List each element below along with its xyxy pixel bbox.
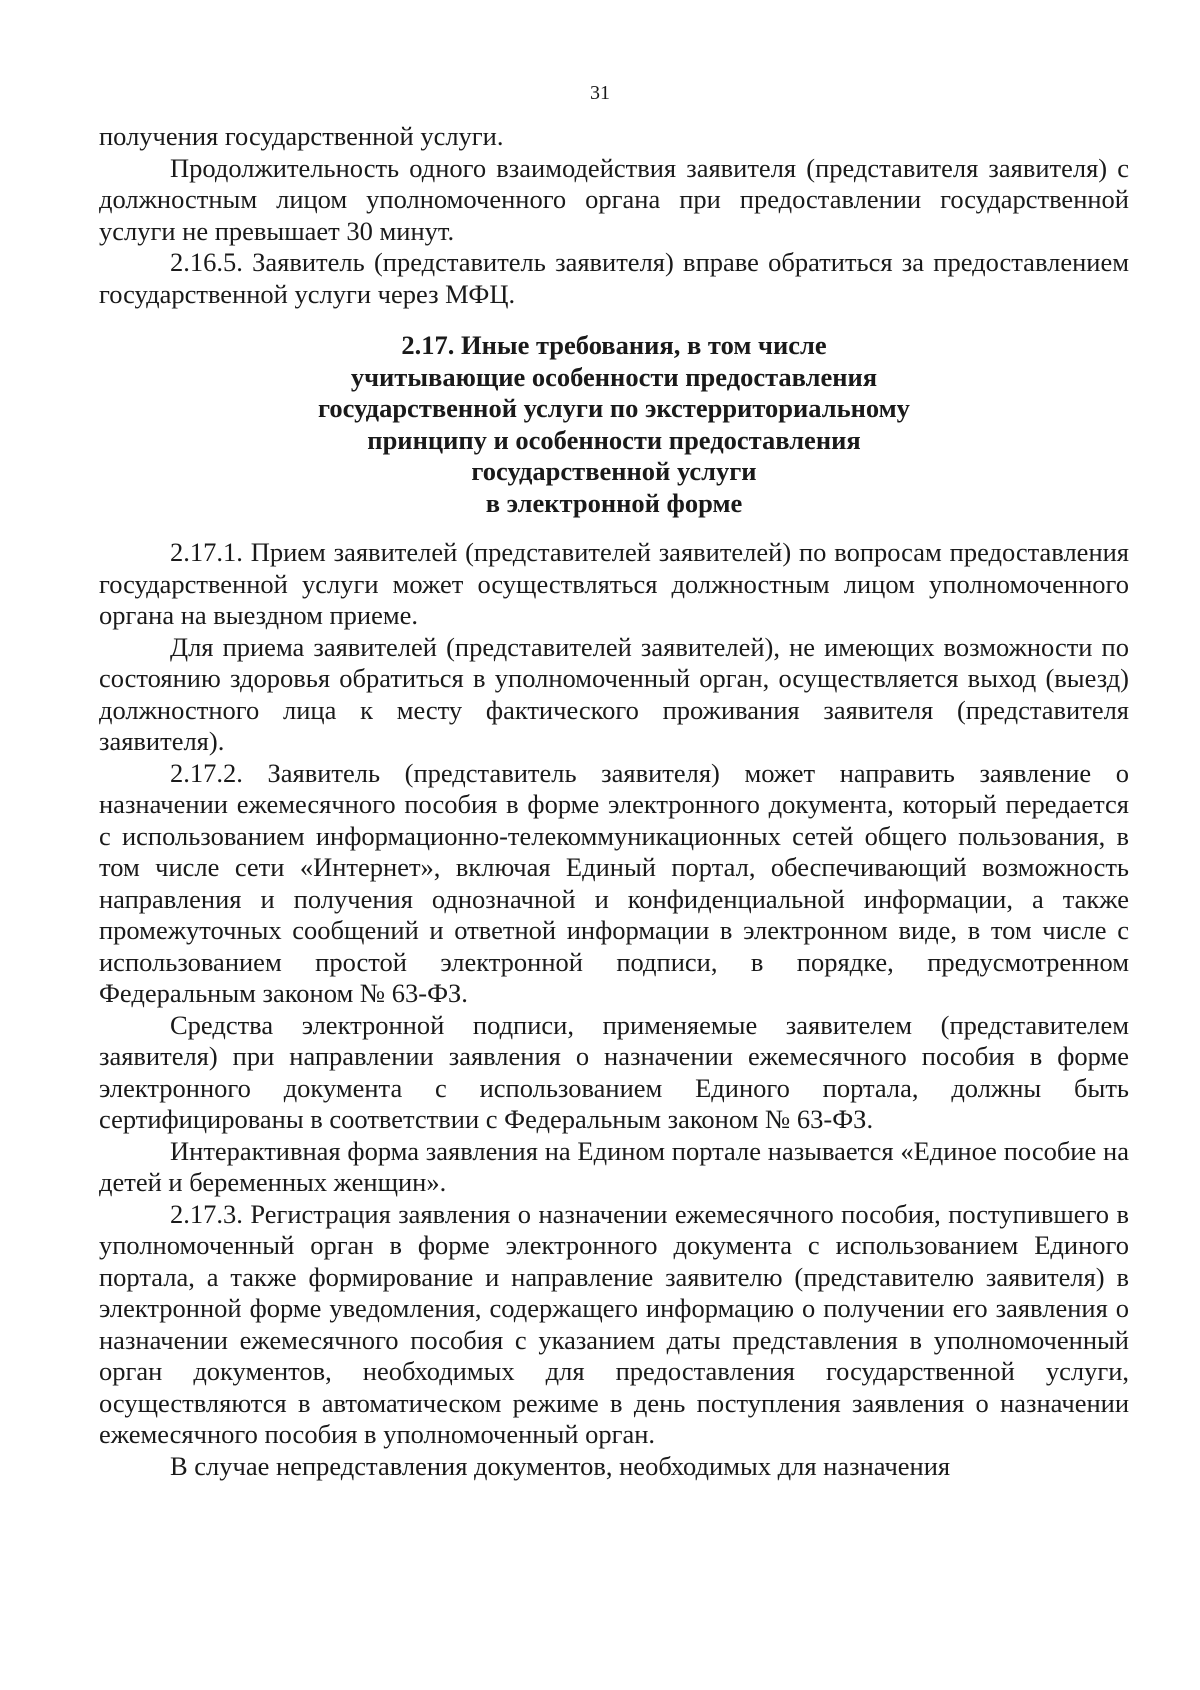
paragraph: 2.17.3. Регистрация заявления о назначении ежемесячного пособия, поступившего в уполномоченный орган в форме электронного документа с использованием Единого портала, а также формирование и направление заявителю (представителю заявителя) в электронной форме уведомления, содержащего информацию о получении его заявления о назначении ежемесячного пособия с указанием даты представления в уполномоченный орган документов, необходимых для предоставления государственной услуги, осуществляются в автоматическом режиме в день поступления заявления о назначении ежемесячного пособия в уполномоченный орган. (99, 1198, 1129, 1449)
heading-line: государственной услуги (471, 456, 757, 486)
paragraph: получения государственной услуги. (99, 121, 504, 151)
page-number: 31 (590, 82, 610, 104)
heading-line: в электронной форме (485, 487, 743, 518)
paragraph: Для приема заявителей (представителей заявителей), не имеющих возможности по состоянию здоровья обратиться в уполномоченный орган, осуществляется выход (выезд) должностного лица к месту фактического проживания заявителя (представителя заявителя). (99, 631, 1129, 756)
top-text-block (99, 121, 1129, 310)
paragraph: Продолжительность одного взаимодействия заявителя (представителя заявителя) с должностным лицом уполномоченного органа при предоставлении государственной услуги не превышает 30 минут. (99, 152, 1129, 246)
body-text-block (99, 537, 1129, 1482)
paragraph: В случае непредставления документов, необходимых для назначения (170, 1450, 951, 1481)
paragraph: Интерактивная форма заявления на Едином портале называется «Единое пособие на детей и беременных женщин». (99, 1135, 1129, 1197)
heading-line: 2.17. Иные требования, в том числе (401, 330, 827, 360)
heading-line: государственной услуги по экстерриториальному (318, 393, 910, 423)
paragraph: Средства электронной подписи, применяемые заявителем (представителем заявителя) при направлении заявления о назначении ежемесячного пособия в форме электронного документа с использованием Единого портала, должны быть сертифицированы в соответствии с Федеральным законом № 63-ФЗ. (99, 1009, 1129, 1134)
section-heading (99, 330, 1129, 519)
heading-line: учитывающие особенности предоставления (350, 361, 878, 392)
paragraph: 2.16.5. Заявитель (представитель заявителя) вправе обратиться за предоставлением государственной услуги через МФЦ. (99, 247, 1129, 309)
paragraph: 2.17.1. Прием заявителей (представителей заявителей) по вопросам предоставления государственной услуги может осуществляться должностным лицом уполномоченного органа на выездном приеме. (99, 537, 1129, 630)
heading-line: принципу и особенности предоставления (367, 424, 861, 455)
paragraph: 2.17.2. Заявитель (представитель заявителя) может направить заявление о назначении ежемесячного пособия в форме электронного документа, который передается с использованием информационно-телекоммуникационных сетей общего пользования, в том числе сети «Интернет», включая Единый портал, обеспечивающий возможность направления и получения однозначной и конфиденциальной информации, а также промежуточных сообщений и ответной информации в электронном виде, в том числе с использованием простой электронной подписи, в порядке, предусмотренном Федеральным законом № 63-ФЗ. (99, 757, 1129, 1008)
